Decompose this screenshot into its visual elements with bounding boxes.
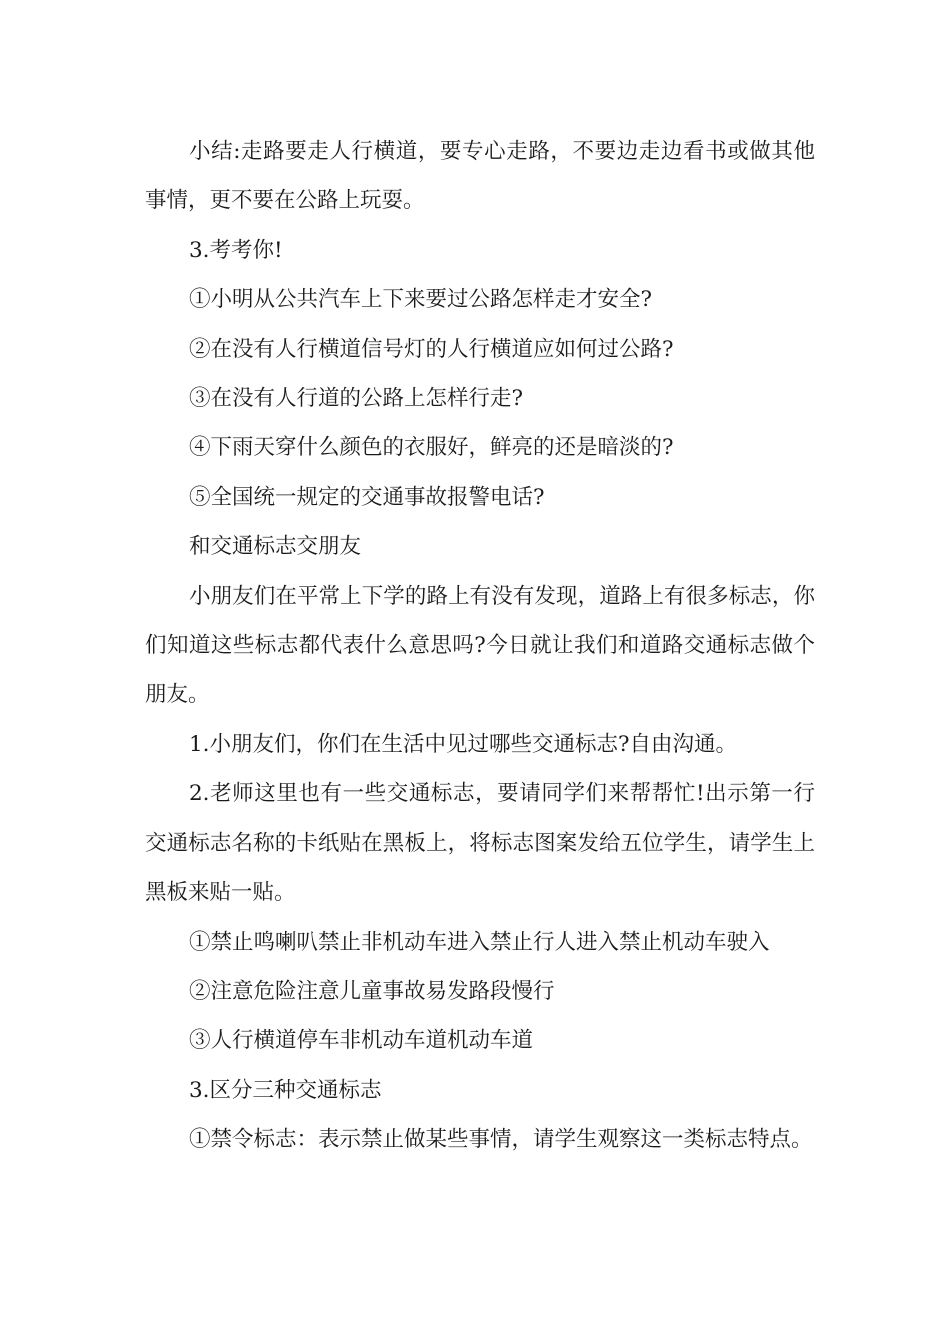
- paragraph-quiz-1: ①小明从公共汽车上下来要过公路怎样走才安全?: [189, 287, 653, 313]
- paragraph-signs-1: ①禁止鸣喇叭禁止非机动车进入禁止行人进入禁止机动车驶入: [189, 929, 770, 955]
- paragraph-quiz-heading: 3.考考你!: [189, 237, 283, 263]
- paragraph-step-3: 3.区分三种交通标志: [189, 1077, 382, 1103]
- paragraph-step-1: 1.小朋友们，你们在生活中见过哪些交通标志?自由沟通。: [189, 731, 738, 757]
- paragraph-summary: 小结:走路要走人行横道，要专心走路，不要边走边看书或做其他事情，更不要在公路上玩耍。: [145, 139, 815, 214]
- paragraph-quiz-5: ⑤全国统一规定的交通事故报警电话?: [189, 484, 545, 510]
- paragraph-quiz-3: ③在没有人行道的公路上怎样行走?: [189, 386, 524, 412]
- section-title: 和交通标志交朋友: [189, 534, 362, 560]
- paragraph-intro: 小朋友们在平常上下学的路上有没有发现，道路上有很多标志，你们知道这些标志都代表什么意思吗?今日就让我们和道路交通标志做个朋友。: [145, 583, 815, 708]
- paragraph-step-2: 2.老师这里也有一些交通标志，要请同学们来帮帮忙!出示第一行交通标志名称的卡纸贴在黑板上，将标志图案发给五位学生，请学生上黑板来贴一贴。: [145, 781, 815, 906]
- paragraph-prohibition-signs: ①禁令标志：表示禁止做某些事情，请学生观察这一类标志特点。: [189, 1127, 813, 1153]
- paragraph-signs-2: ②注意危险注意儿童事故易发路段慢行: [189, 978, 555, 1004]
- document-body: [145, 127, 815, 1165]
- paragraph-signs-3: ③人行横道停车非机动车道机动车道: [189, 1028, 534, 1054]
- paragraph-quiz-4: ④下雨天穿什么颜色的衣服好，鲜亮的还是暗淡的?: [189, 435, 674, 461]
- paragraph-quiz-2: ②在没有人行横道信号灯的人行横道应如何过公路?: [189, 336, 674, 362]
